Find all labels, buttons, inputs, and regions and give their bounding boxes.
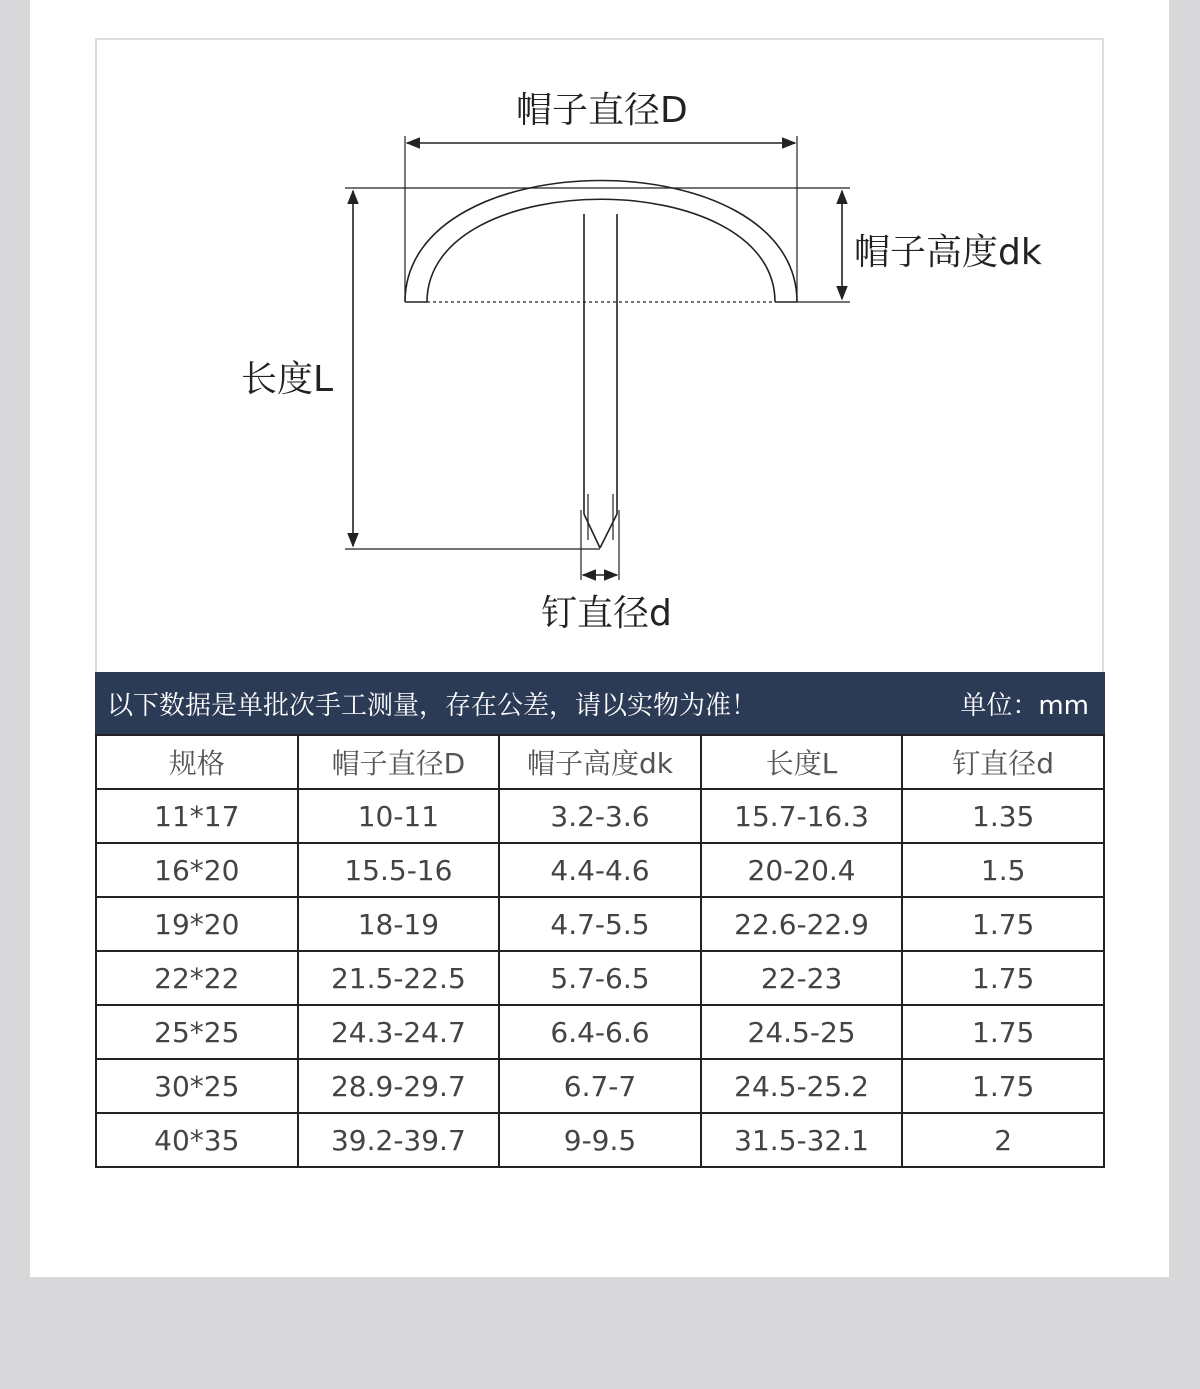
cap-inner-arc	[427, 199, 775, 302]
table-cell: 30*25	[96, 1059, 298, 1113]
table-cell: 40*35	[96, 1113, 298, 1167]
table-row	[96, 843, 1104, 897]
table-cell: 24.5-25.2	[701, 1059, 903, 1113]
table-row	[96, 1059, 1104, 1113]
table-cell: 5.7-6.5	[499, 951, 701, 1005]
notice-bar	[95, 672, 1105, 734]
table-cell: 10-11	[298, 789, 500, 843]
table-cell: 3.2-3.6	[499, 789, 701, 843]
table-header-row	[96, 735, 1104, 789]
notice-text: 以下数据是单批次手工测量，存在公差，请以实物为准！	[107, 690, 758, 721]
table-cell: 39.2-39.7	[298, 1113, 500, 1167]
unit-label: 单位：mm	[960, 690, 1089, 721]
table-row	[96, 789, 1104, 843]
table-cell: 22-23	[701, 951, 903, 1005]
table-cell: 1.35	[902, 789, 1104, 843]
table-cell: 1.75	[902, 951, 1104, 1005]
table-row	[96, 897, 1104, 951]
table-cell: 1.75	[902, 1059, 1104, 1113]
table-cell: 9-9.5	[499, 1113, 701, 1167]
table-cell: 24.5-25	[701, 1005, 903, 1059]
spec-table	[95, 734, 1105, 1168]
table-cell: 28.9-29.7	[298, 1059, 500, 1113]
table-cell: 22.6-22.9	[701, 897, 903, 951]
table-row	[96, 951, 1104, 1005]
table-cell: 31.5-32.1	[701, 1113, 903, 1167]
table-cell: 2	[902, 1113, 1104, 1167]
header-cell: 长度L	[701, 735, 903, 789]
table-cell: 24.3-24.7	[298, 1005, 500, 1059]
table-cell: 15.5-16	[298, 843, 500, 897]
table-cell: 15.7-16.3	[701, 789, 903, 843]
table-cell: 4.4-4.6	[499, 843, 701, 897]
table-cell: 6.7-7	[499, 1059, 701, 1113]
table-cell: 22*22	[96, 951, 298, 1005]
table-cell: 19*20	[96, 897, 298, 951]
table-cell: 6.4-6.6	[499, 1005, 701, 1059]
table-cell: 1.75	[902, 1005, 1104, 1059]
table-cell: 4.7-5.5	[499, 897, 701, 951]
table-cell: 16*20	[96, 843, 298, 897]
table-row	[96, 1113, 1104, 1167]
table-cell: 21.5-22.5	[298, 951, 500, 1005]
table-cell: 18-19	[298, 897, 500, 951]
table-cell: 25*25	[96, 1005, 298, 1059]
header-cell: 帽子直径D	[298, 735, 500, 789]
cap-diameter-label: 帽子直径D	[516, 90, 688, 131]
length-label: 长度L	[241, 359, 334, 400]
table-cell: 11*17	[96, 789, 298, 843]
table-cell: 1.75	[902, 897, 1104, 951]
table-cell: 1.5	[902, 843, 1104, 897]
table-cell: 20-20.4	[701, 843, 903, 897]
header-cell: 规格	[96, 735, 298, 789]
table-row	[96, 1005, 1104, 1059]
header-cell: 帽子高度dk	[499, 735, 701, 789]
cap-height-label: 帽子高度dk	[854, 232, 1042, 273]
nail-diameter-label: 钉直径d	[541, 593, 672, 634]
header-cell: 钉直径d	[902, 735, 1104, 789]
